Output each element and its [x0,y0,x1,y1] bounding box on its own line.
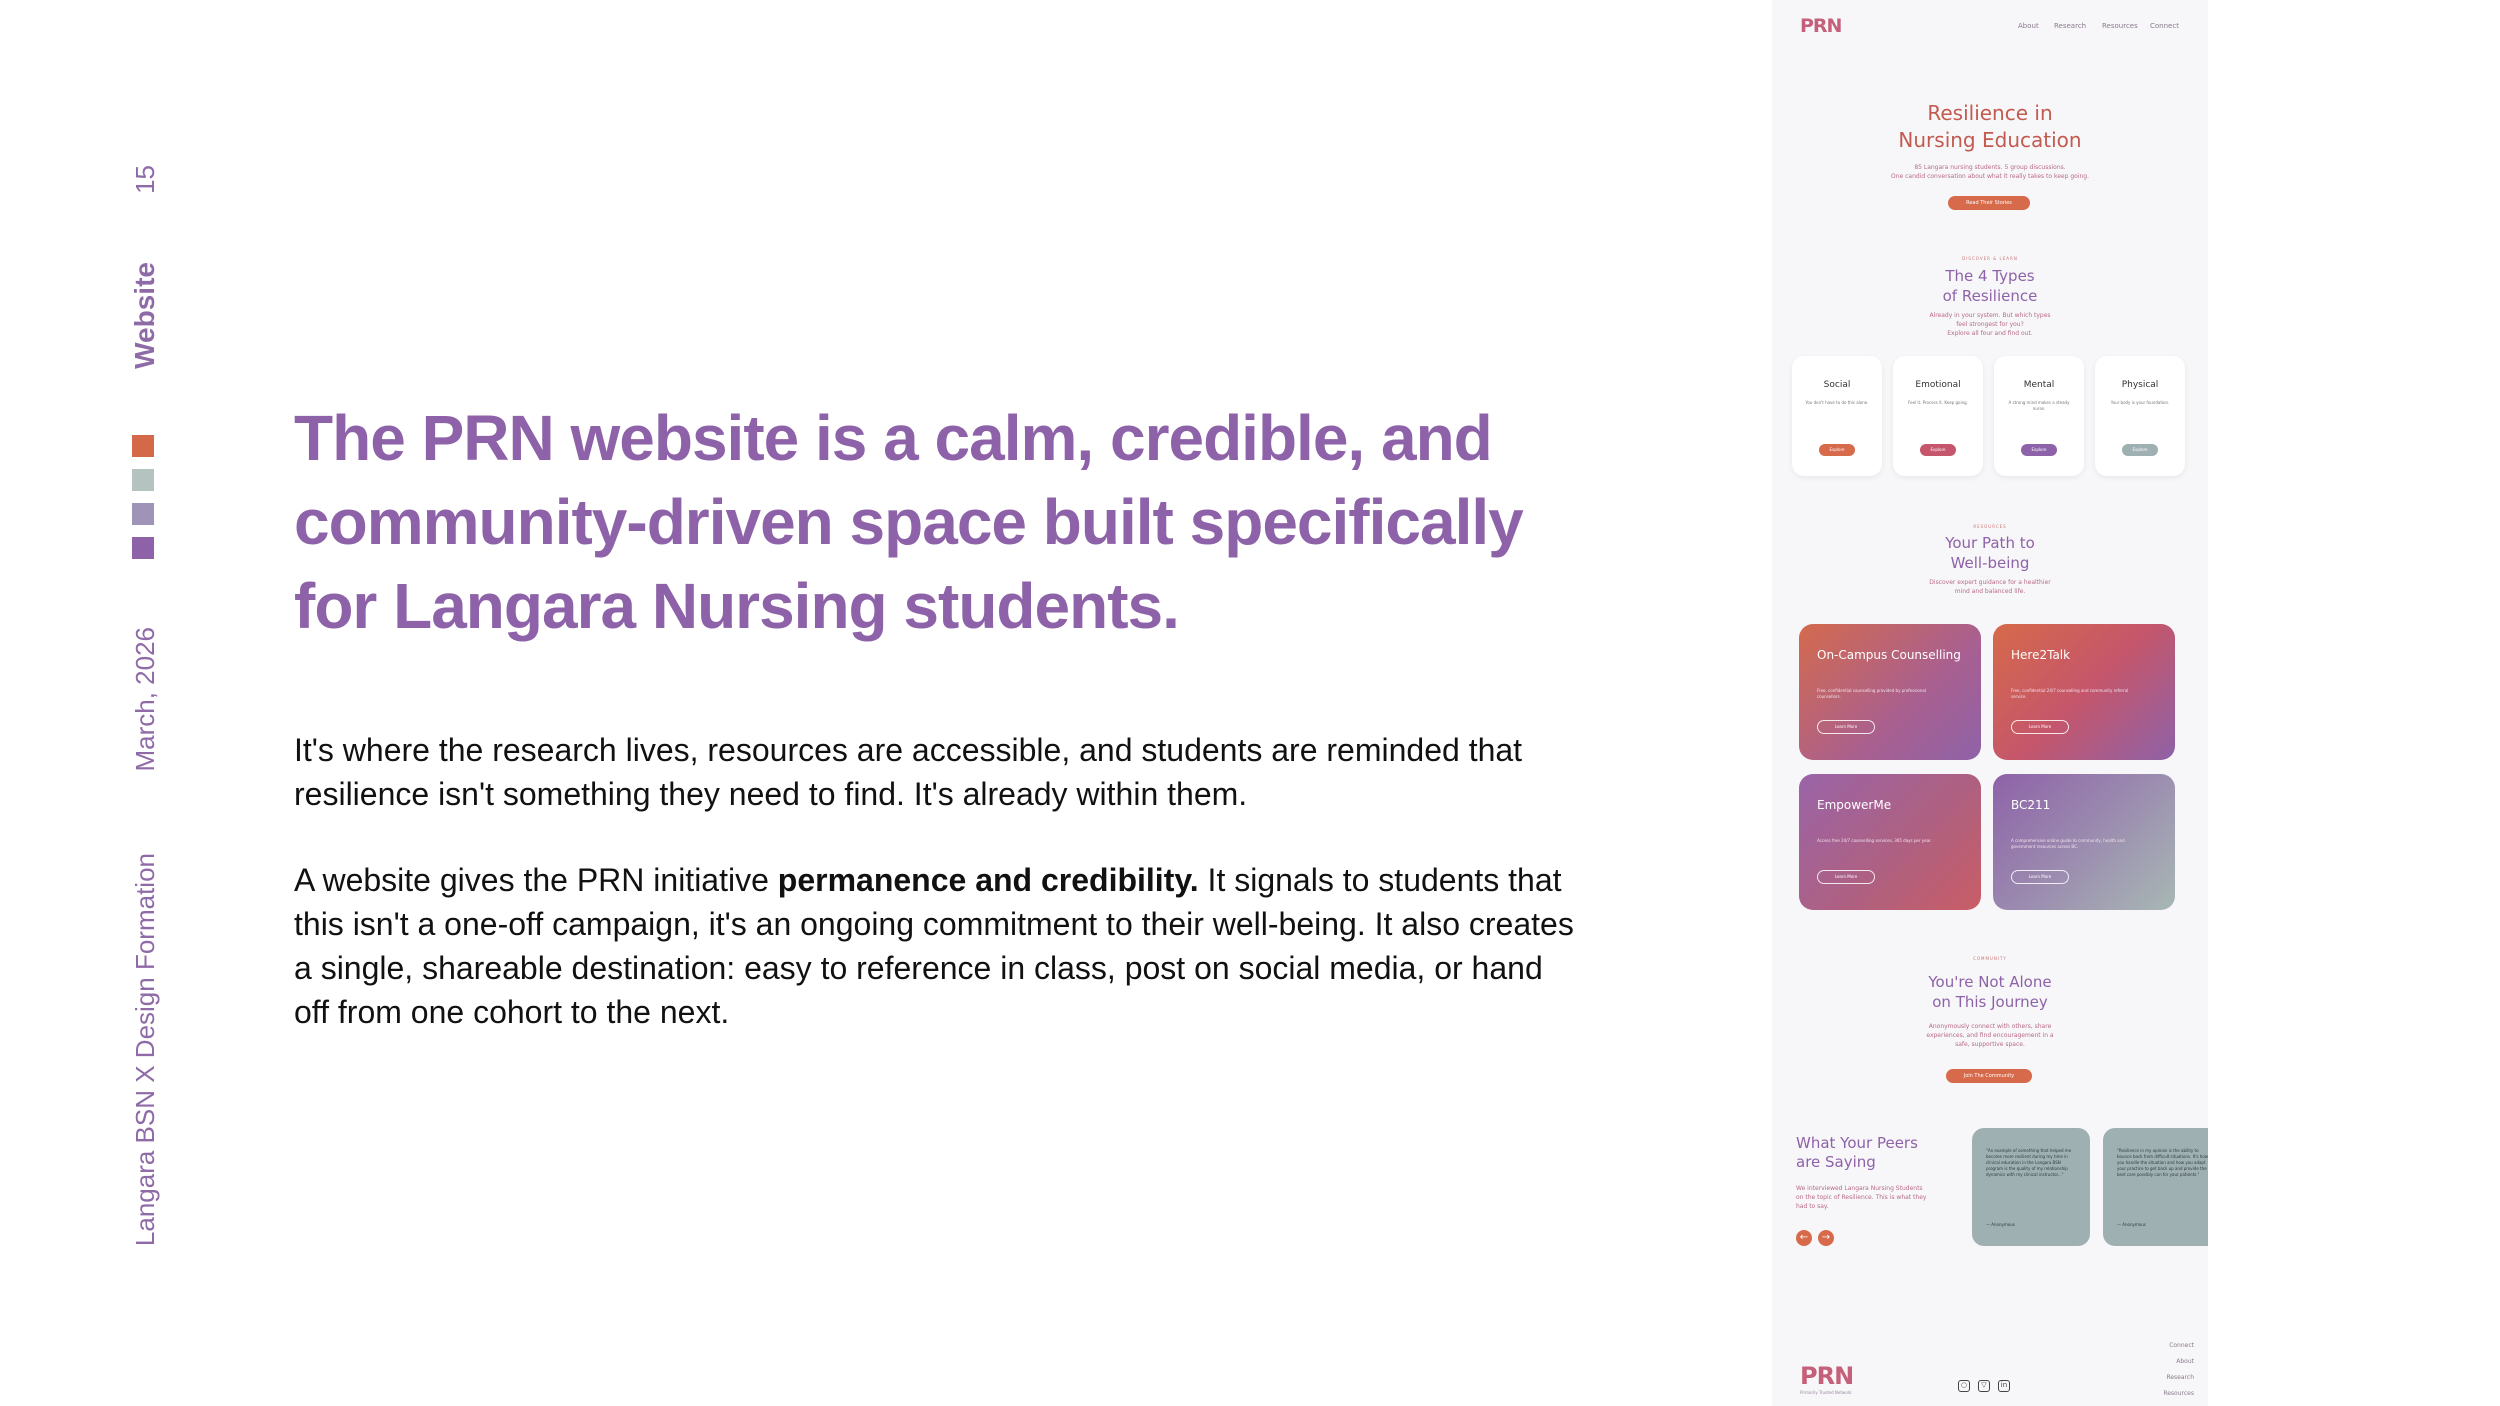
resource-desc: Access free 24/7 counselling services, 365 days per year. [1817,838,1932,843]
quote-text: "An example of something that helped me become more resilient during my time in clinical education in the Langara BSN program is the quality of my relationship dynamics with my clinical instructor..." [1986,1148,2072,1177]
resource-card-counselling[interactable] [1799,624,1981,760]
resource-title: EmpowerMe [1817,798,1892,812]
vertical-sidebar [128,0,162,1406]
mockup-types-eyebrow: DISCOVER & LEARN [1962,256,2018,261]
explore-button[interactable]: Explore [1920,444,1956,456]
website-mockup [1772,0,2208,1406]
color-swatches [132,435,154,571]
mockup-nav-connect[interactable]: Connect [2150,22,2179,30]
card-title: Physical [2121,380,2159,390]
swatch-lavender [132,503,154,525]
footer-tagline: Primarily Trusted Network [1800,1390,1852,1395]
body-paragraph-1: It's where the research lives, resources are accessible, and students are reminded that resilience isn't something they need to find. It's already within them. [294,732,1523,812]
resilience-card-social[interactable] [1792,356,1882,476]
mockup-resources-eyebrow: RESOURCES [1973,524,2007,529]
card-desc: You don't have to do this alone. [1805,400,1869,405]
page-headline: The PRN website is a calm, credible, and community-driven space built specifically for Langara Nursing students. [294,402,1523,642]
mockup-peers-title: What Your Peers are Saying [1796,1134,1918,1171]
footer-link-about[interactable]: About [2176,1358,2194,1365]
swatch-orange [132,435,154,457]
mockup-peers-desc: We interviewed Langara Nursing Students on the topic of Resilience. This is what they had to say. [1796,1185,1927,1210]
linkedin-icon[interactable]: in [1998,1380,2010,1392]
arrow-right-icon[interactable]: → [1818,1230,1834,1246]
explore-button[interactable]: Explore [2122,444,2158,456]
swatch-sage [132,469,154,491]
mockup-nav-about[interactable]: About [2018,22,2039,30]
instagram-icon[interactable]: ○ [1958,1380,1970,1392]
resource-title: Here2Talk [2011,648,2071,662]
quote-text: "Resilience in my opinion is the ability to bounce back from difficult situations. It's how you handle the situation and how you adapt your practice to get back up and provide the best care possibly can for your patients." [2117,1148,2208,1177]
card-title: Emotional [1915,380,1961,390]
project-label: Langara BSN X Design Formation [129,853,160,1247]
section-label: Website [129,262,160,369]
learn-more-button[interactable]: Learn More [2011,720,2069,734]
resource-desc: Free, confidential 24/7 counselling and community referral service. [2011,688,2129,699]
learn-more-button[interactable]: Learn More [2011,870,2069,884]
mockup-community-title: You're Not Alone on This Journey [1928,973,2052,1011]
mockup-hero-title: Resilience in Nursing Education [1898,101,2082,152]
resource-desc: A comprehensive online guide to community, health and government resources across BC. [2011,838,2125,849]
card-desc: Feel it. Process it. Keep going. [1908,400,1968,405]
paragraph-2-rest: It signals to students that this isn't a one-off campaign, it's an ongoing commitment to their well-being. It also creates a single, shareable destination: easy to reference in class, post on social media, or hand off from one cohort to the next. [294,862,1574,1030]
footer-link-resources[interactable]: Resources [2163,1390,2194,1397]
page-number: 15 [129,165,160,194]
explore-button[interactable]: Explore [2021,444,2057,456]
footer-link-connect[interactable]: Connect [2169,1342,2194,1349]
join-community-button[interactable]: Join The Community [1946,1069,2032,1083]
mockup-resources-title: Your Path to Well-being [1945,534,2035,572]
quote-author: — Anonymous [1986,1222,2015,1227]
resilience-card-mental[interactable] [1994,356,2084,476]
mockup-nav-resources[interactable]: Resources [2102,22,2138,30]
mockup-nav-research[interactable]: Research [2054,22,2087,30]
learn-more-button[interactable]: Learn More [1817,720,1875,734]
shield-icon[interactable]: ▽ [1978,1380,1990,1392]
mockup-hero-subtitle: 85 Langara nursing students. 5 group discussions. One candid conversation about what it really takes to keep going. [1890,164,2090,180]
mockup-hero-cta-button[interactable]: Read Their Stories [1948,196,2030,210]
card-title: Social [1823,380,1851,390]
resilience-card-emotional[interactable] [1893,356,1983,476]
paragraph-2-lead: A website gives the PRN initiative [294,862,778,898]
body-paragraph-2 [294,858,1584,1034]
resource-card-empowerme[interactable] [1799,774,1981,910]
date-label: March, 2026 [129,627,160,772]
paragraph-2-bold: permanence and credibility. [777,862,1199,898]
arrow-left-icon[interactable]: ← [1796,1230,1812,1246]
mockup-community-subtitle: Anonymously connect with others, share experiences, and find encouragement in a safe, supportive space. [1926,1023,2054,1048]
card-title: Mental [2023,380,2055,390]
footer-logo[interactable]: PRN [1800,1362,1854,1390]
mockup-community-eyebrow: COMMUNITY [1973,956,2007,961]
card-desc: A strong mind makes a steady nurse. [2008,400,2070,411]
resource-desc: Free, confidential counselling provided by professional counsellors. [1817,688,1926,699]
resource-card-bc211[interactable] [1993,774,2175,910]
resource-title: On-Campus Counselling [1817,648,1961,662]
footer-link-research[interactable]: Research [2166,1374,2194,1381]
resource-title: BC211 [2011,798,2051,812]
swatch-purple [132,537,154,559]
mockup-types-subtitle: Already in your system. But which types feel strongest for you? Explore all four and find out. [1929,312,2051,337]
mockup-resources-subtitle: Discover expert guidance for a healthier mind and balanced life. [1929,579,2051,595]
quote-card-1 [1972,1128,2090,1246]
resilience-card-physical[interactable] [2095,356,2185,476]
mockup-logo[interactable]: PRN [1800,15,1842,37]
learn-more-button[interactable]: Learn More [1817,870,1875,884]
resource-card-here2talk[interactable] [1993,624,2175,760]
explore-button[interactable]: Explore [1819,444,1855,456]
mockup-types-title: The 4 Types of Resilience [1942,267,2038,305]
card-desc: Your body is your foundation. [2110,400,2170,405]
quote-author: — Anonymous [2117,1222,2146,1227]
quote-card-2 [2103,1128,2208,1246]
